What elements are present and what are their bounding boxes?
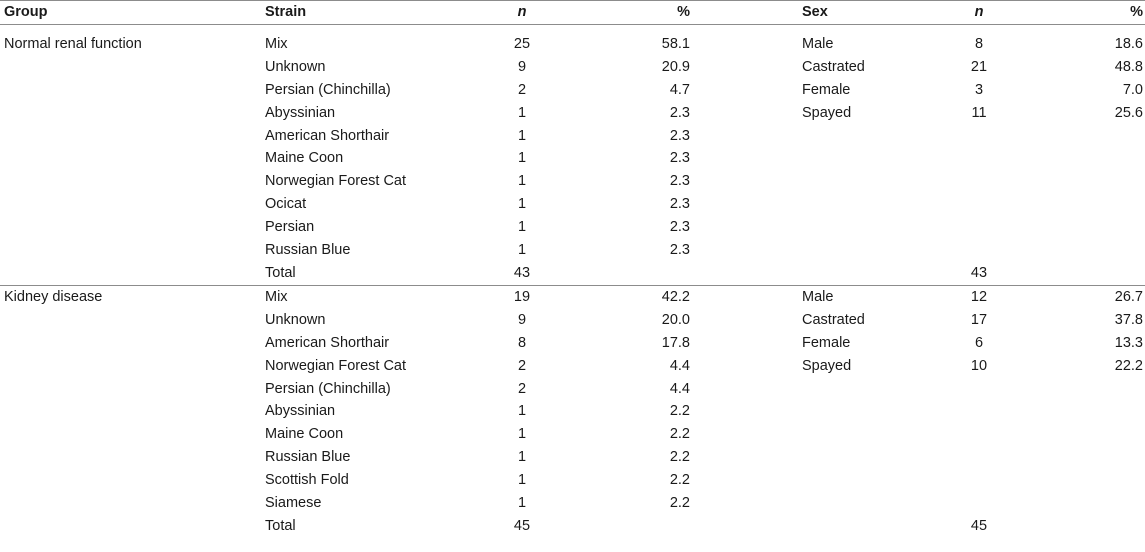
gap-cell [690,446,802,469]
gap-cell [690,262,802,285]
strain-cell: Scottish Fold [265,472,349,489]
strain-cell: Maine Coon [265,426,344,443]
strain-n-cell: 1 [517,495,527,512]
table-row [0,332,1145,355]
strain-pct-cell: 2.3 [669,150,690,167]
strain-cell: American Shorthair [265,334,390,351]
table-row [0,125,1145,148]
header-row [0,1,1145,25]
strain-n-cell: 25 [513,35,531,52]
sex-cell [802,446,937,469]
header-sex-pct: % [1021,1,1145,25]
group-name-cell [0,216,265,239]
group-name-cell [0,515,265,538]
sex-n-cell: 6 [974,334,984,351]
sex-n-cell: 10 [970,357,988,374]
header-sex-n: n [937,1,1021,25]
table-header [0,1,1145,25]
strain-pct-cell [554,515,690,538]
sex-n-cell: 43 [970,264,988,281]
sex-n-cell [937,216,1021,239]
strain-n-cell: 2 [517,357,527,374]
sex-pct-cell [1021,378,1145,401]
strain-n-cell: 45 [513,517,531,534]
strain-cell: Maine Coon [265,150,344,167]
group-name-cell [0,262,265,285]
sex-pct-cell [1021,125,1145,148]
gap-cell [690,102,802,125]
sex-pct-cell: 22.2 [1114,357,1143,374]
sex-cell: Female [802,334,851,351]
gap-cell [690,309,802,332]
strain-cell: Mix [265,285,490,308]
gap-cell [690,147,802,170]
strain-cell: Persian (Chinchilla) [265,380,391,397]
gap-cell [690,355,802,378]
group-name-cell [0,355,265,378]
group-name-cell [0,400,265,423]
sex-n-cell [937,239,1021,262]
sex-cell [802,216,937,239]
strain-pct-cell: 4.4 [669,357,690,374]
sex-pct-cell [1021,147,1145,170]
strain-n-cell: 9 [517,311,527,328]
strain-n-cell: 1 [517,196,527,213]
sex-pct-cell: 26.7 [1021,285,1145,308]
strain-n-cell: 1 [517,242,527,259]
group-name-cell [0,492,265,515]
sex-n-cell: 21 [970,58,988,75]
strain-cell: Total [265,264,296,281]
strain-cell: Norwegian Forest Cat [265,173,407,190]
group-name-cell [0,79,265,102]
strain-pct-cell: 4.4 [669,380,690,397]
header-strain-pct: % [554,1,690,25]
sex-cell: Male [802,35,834,52]
sex-cell [802,147,937,170]
strain-pct-cell: 2.2 [669,403,690,420]
table-row [0,423,1145,446]
strain-cell: Abyssinian [265,104,336,121]
group-name-cell [0,309,265,332]
gap-cell [690,285,802,308]
sex-cell [802,193,937,216]
sex-cell [802,125,937,148]
sex-n-cell [937,423,1021,446]
group-name-cell [0,469,265,492]
strain-pct-cell: 2.3 [669,127,690,144]
strain-n-cell: 1 [517,449,527,466]
table-row [0,79,1145,102]
strain-cell: Russian Blue [265,242,351,259]
sex-pct-cell [1021,469,1145,492]
strain-n-cell: 8 [517,334,527,351]
strain-cell: Persian [265,219,315,236]
strain-pct-cell: 2.3 [669,196,690,213]
gap-cell [690,24,802,55]
group-name-cell [0,102,265,125]
sex-pct-cell: 37.8 [1114,311,1143,328]
strain-cell: American Shorthair [265,127,390,144]
table-row [0,400,1145,423]
strain-n-cell: 1 [517,426,527,443]
group-name-cell [0,170,265,193]
strain-pct-cell: 2.2 [669,426,690,443]
sex-cell: Female [802,81,851,98]
strain-pct-cell: 2.3 [669,242,690,259]
table-row [0,216,1145,239]
sex-cell [802,400,937,423]
sex-cell [802,492,937,515]
strain-pct-cell: 2.2 [669,472,690,489]
sex-n-cell [937,147,1021,170]
strain-cell: Persian (Chinchilla) [265,81,391,98]
strain-cell: Total [265,517,296,534]
strain-n-cell: 19 [490,285,554,308]
gap-cell [690,492,802,515]
group-name-cell [0,446,265,469]
gap-cell [690,216,802,239]
strain-pct-cell: 2.2 [669,449,690,466]
header-strain-n: n [490,1,554,25]
sex-n-cell [937,469,1021,492]
table-row [0,102,1145,125]
sex-pct-cell [1021,515,1145,538]
sex-cell: Spayed [802,357,852,374]
sex-pct-cell: 13.3 [1114,334,1143,351]
sex-pct-cell: 7.0 [1122,81,1143,98]
strain-n-cell: 1 [517,219,527,236]
table-row [0,446,1145,469]
sex-pct-cell: 25.6 [1114,104,1143,121]
strain-cell: Norwegian Forest Cat [265,357,407,374]
sex-n-cell [937,446,1021,469]
strain-n-cell: 9 [517,58,527,75]
strain-pct-cell: 2.3 [669,219,690,236]
sex-n-cell: 12 [937,285,1021,308]
sex-pct-cell [1021,423,1145,446]
group-kidney-disease [0,285,1145,537]
sex-n-cell [937,170,1021,193]
gap-cell [690,125,802,148]
table-row [0,285,1145,308]
strain-n-cell: 2 [517,81,527,98]
table-row [0,469,1145,492]
gap-cell [690,400,802,423]
strain-pct-cell: 4.7 [669,81,690,98]
group-name-cell [0,378,265,401]
sex-n-cell: 45 [970,517,988,534]
group-name-cell [0,147,265,170]
sex-n-cell [937,378,1021,401]
strain-pct-cell: 42.2 [554,285,690,308]
sex-pct-cell [1021,170,1145,193]
strain-pct-cell: 20.9 [661,58,690,75]
strain-cell: Russian Blue [265,449,351,466]
group-name-cell [0,125,265,148]
group-name: Kidney disease [0,285,265,308]
sex-cell: Castrated [802,311,865,328]
gap-cell [690,79,802,102]
group-normal-renal-function [0,24,1145,285]
gap-cell [690,515,802,538]
gap-cell [690,423,802,446]
header-gap [690,1,802,25]
strain-n-cell: 1 [517,173,527,190]
sex-pct-cell [1021,239,1145,262]
strain-n-cell: 1 [517,104,527,121]
table-row [0,492,1145,515]
sex-cell [802,239,937,262]
sex-n-cell [937,400,1021,423]
strain-cell: Siamese [265,495,322,512]
gap-cell [690,170,802,193]
strain-n-cell: 1 [517,150,527,167]
strain-n-cell: 1 [517,127,527,144]
sex-pct-cell: 48.8 [1114,58,1143,75]
strain-n-cell: 43 [513,264,531,281]
sex-pct-cell [1021,446,1145,469]
sex-n-cell: 8 [974,35,984,52]
sex-pct-cell [1021,400,1145,423]
table-row [0,170,1145,193]
sex-cell: Male [802,285,937,308]
group-name-cell [0,332,265,355]
table-row [0,515,1145,538]
sex-cell [802,469,937,492]
header-sex: Sex [802,1,937,25]
strain-n-cell: 1 [517,472,527,489]
group-name-cell [0,239,265,262]
sex-cell [802,515,937,538]
strain-pct-cell: 17.8 [661,334,690,351]
gap-cell [690,56,802,79]
sex-n-cell: 3 [974,81,984,98]
group-name-cell [0,56,265,79]
strain-n-cell: 2 [517,380,527,397]
group-name-cell [0,423,265,446]
header-group: Group [0,1,265,25]
strain-pct-cell [554,262,690,285]
header-strain: Strain [265,1,490,25]
table-row [0,193,1145,216]
sex-n-cell: 11 [971,104,987,121]
table-row [0,147,1145,170]
table-row [0,309,1145,332]
sex-pct-cell [1021,262,1145,285]
sex-pct-cell [1021,216,1145,239]
group-name: Normal renal function [4,35,142,52]
strain-pct-cell: 58.1 [661,35,690,52]
sex-cell [802,378,937,401]
sex-n-cell [937,125,1021,148]
sex-n-cell [937,492,1021,515]
table-row [0,378,1145,401]
table-row [0,262,1145,285]
gap-cell [690,193,802,216]
table-row [0,24,1145,55]
strain-cell: Ocicat [265,196,307,213]
strain-cell: Abyssinian [265,403,336,420]
table-row [0,56,1145,79]
sex-cell: Castrated [802,58,865,75]
sex-pct-cell [1021,193,1145,216]
sex-cell [802,170,937,193]
strain-cell: Unknown [265,58,326,75]
strain-n-cell: 1 [517,403,527,420]
strain-pct-cell: 2.2 [669,495,690,512]
sex-cell [802,262,937,285]
gap-cell [690,469,802,492]
sex-n-cell: 17 [970,311,988,328]
sex-pct-cell [1021,492,1145,515]
gap-cell [690,332,802,355]
table-row [0,355,1145,378]
strain-cell: Mix [265,35,288,52]
strain-cell: Unknown [265,311,326,328]
sex-cell: Spayed [802,104,852,121]
strain-pct-cell: 20.0 [661,311,690,328]
group-name-cell [0,193,265,216]
strain-pct-cell: 2.3 [669,173,690,190]
strain-pct-cell: 2.3 [669,104,690,121]
gap-cell [690,239,802,262]
gap-cell [690,378,802,401]
sex-n-cell [937,193,1021,216]
table-row [0,239,1145,262]
sex-cell [802,423,937,446]
sex-pct-cell: 18.6 [1114,35,1143,52]
